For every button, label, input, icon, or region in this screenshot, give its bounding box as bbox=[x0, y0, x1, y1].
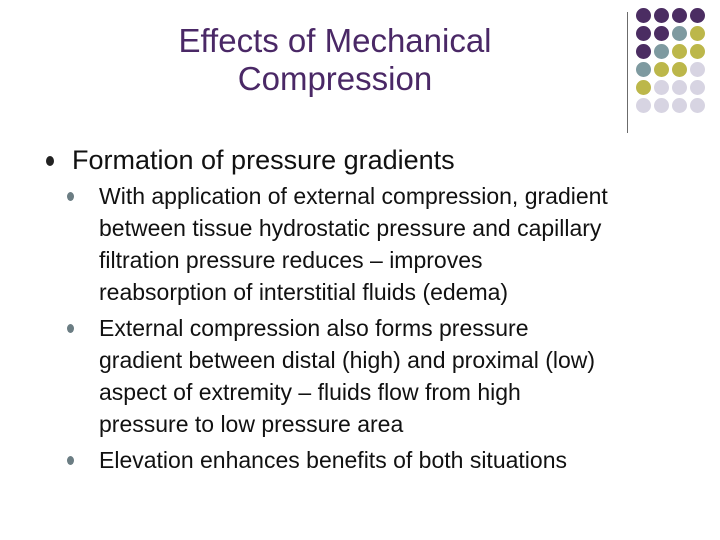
decorative-dot bbox=[672, 98, 687, 113]
decorative-dot bbox=[636, 44, 651, 59]
decorative-dot bbox=[690, 62, 705, 77]
decorative-dot bbox=[690, 98, 705, 113]
decorative-dot bbox=[690, 26, 705, 41]
decorative-divider bbox=[627, 12, 628, 133]
sub-bullet-1-line-4: reabsorption of interstitial fluids (edema) bbox=[99, 279, 509, 305]
decorative-dot bbox=[672, 8, 687, 23]
sub-bullet-2-line-3: aspect of extremity – fluids flow from high bbox=[99, 379, 521, 405]
decorative-dot bbox=[654, 98, 669, 113]
slide-title-line-2: Compression bbox=[237, 60, 433, 97]
sub-bullet-2-line-4: pressure to low pressure area bbox=[99, 411, 404, 437]
sub-bullet-2-line-1: External compression also forms pressure bbox=[99, 315, 529, 341]
slide-title-line-1: Effects of Mechanical bbox=[178, 22, 492, 59]
decorative-dot bbox=[690, 80, 705, 95]
decorative-dot bbox=[672, 44, 687, 59]
decorative-dot bbox=[636, 8, 651, 23]
sub-bullet-3 bbox=[99, 444, 679, 476]
sub-bullet-2-line-2: gradient between distal (high) and proximal (low) bbox=[99, 347, 596, 373]
slide-title bbox=[110, 22, 560, 98]
bullet-dot-icon bbox=[46, 156, 54, 166]
bullet-dot-icon bbox=[67, 456, 74, 465]
decorative-dot bbox=[654, 26, 669, 41]
decorative-dot bbox=[654, 80, 669, 95]
sub-bullet-3-line-1: Elevation enhances benefits of both situations bbox=[99, 447, 567, 473]
sub-bullet-2 bbox=[99, 312, 679, 440]
sub-bullet-1-line-2: between tissue hydrostatic pressure and capillary bbox=[99, 215, 602, 241]
bullet-dot-icon bbox=[67, 192, 74, 201]
main-bullet-text: Formation of pressure gradients bbox=[72, 145, 455, 175]
decorative-dot bbox=[654, 8, 669, 23]
decorative-dot bbox=[690, 44, 705, 59]
decorative-dot bbox=[636, 26, 651, 41]
decorative-dot bbox=[672, 80, 687, 95]
decorative-dot bbox=[654, 44, 669, 59]
decorative-dot bbox=[690, 8, 705, 23]
decorative-dot bbox=[636, 62, 651, 77]
decorative-dot bbox=[654, 62, 669, 77]
sub-bullet-1-line-1: With application of external compression, gradient bbox=[99, 183, 608, 209]
decorative-dot bbox=[672, 26, 687, 41]
bullet-dot-icon bbox=[67, 324, 74, 333]
decorative-dot-grid bbox=[636, 8, 706, 114]
decorative-dot bbox=[636, 80, 651, 95]
decorative-dot bbox=[636, 98, 651, 113]
sub-bullet-1-line-3: filtration pressure reduces – improves bbox=[99, 247, 483, 273]
sub-bullet-1 bbox=[99, 180, 679, 308]
decorative-dot bbox=[672, 62, 687, 77]
